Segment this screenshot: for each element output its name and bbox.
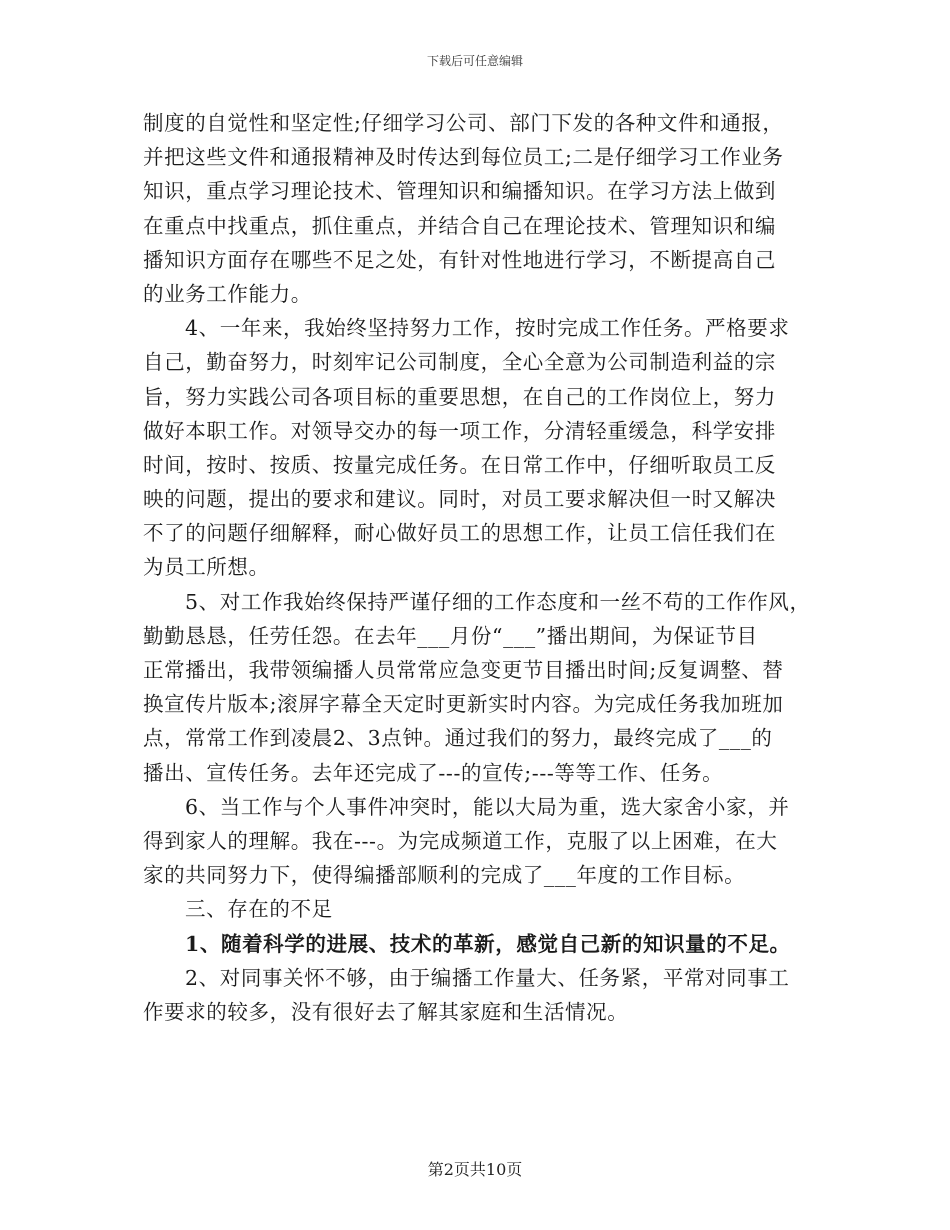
body-line: 6、当工作与个人事件冲突时，能以大局为重，选大家舍小家，并 (185, 794, 790, 819)
body-line: 在重点中找重点，抓住重点，并结合自己在理论技术、管理知识和编 (143, 213, 776, 238)
body-line: 映的问题，提出的要求和建议。同时，对员工要求解决但一时又解决 (143, 487, 776, 512)
body-line: 正常播出，我带领编播人员常常应急变更节目播出时间;反复调整、替 (143, 658, 784, 682)
body-line: 换宣传片版本;滚屏字幕全天定时更新实时内容。为完成任务我加班加 (143, 692, 784, 717)
body-line: 2、对同事关怀不够，由于编播工作量大、任务紧，平常对同事工 (185, 965, 790, 990)
body-line: 制度的自觉性和坚定性;仔细学习公司、部门下发的各种文件和通报， (143, 111, 784, 135)
body-line: 自己，勤奋努力，时刻牢记公司制度，全心全意为公司制造利益的宗 (143, 350, 776, 375)
body-line: 的业务工作能力。 (143, 281, 312, 306)
body-line: 4、一年来，我始终坚持努力工作，按时完成工作任务。严格要求 (185, 316, 790, 341)
body-line: 不了的问题仔细解释，耐心做好员工的思想工作，让员工信任我们在 (143, 521, 776, 546)
body-line: 为员工所想。 (143, 555, 270, 580)
body-line: 并把这些文件和通报精神及时传达到每位员工;二是仔细学习工作业务 (143, 145, 784, 170)
body-line: 勤勤恳恳，任劳任怨。在去年___月份“___”播出期间，为保证节目 (143, 623, 758, 648)
body-line: 作要求的较多，没有很好去了解其家庭和生活情况。 (143, 999, 629, 1024)
page-footer-number: 第2页共10页 (427, 1160, 523, 1179)
body-line: 做好本职工作。对领导交办的每一项工作，分清轻重缓急，科学安排 (143, 418, 776, 443)
body-line: 得到家人的理解。我在---。为完成频道工作，克服了以上困难，在大 (143, 828, 778, 853)
body-line: 旨，努力实践公司各项目标的重要思想，在自己的工作岗位上，努力 (143, 384, 776, 409)
body-line: 播出、宣传任务。去年还完成了---的宣传;---等等工作、任务。 (143, 760, 724, 785)
body-line: 1、随着科学的进展、技术的革新，感觉自己新的知识量的不足。 (185, 931, 791, 956)
body-line: 点，常常工作到凌晨2、3点钟。通过我们的努力，最终完成了___的 (143, 726, 773, 751)
body-line: 家的共同努力下，使得编播部顺利的完成了___年度的工作目标。 (143, 863, 746, 888)
body-line: 播知识方面存在哪些不足之处，有针对性地进行学习，不断提高自己 (143, 247, 776, 272)
page-header-note: 下载后可任意编辑 (426, 54, 523, 68)
body-line: 时间，按时、按质、按量完成任务。在日常工作中，仔细听取员工反 (143, 452, 776, 477)
body-line: 5、对工作我始终保持严谨仔细的工作态度和一丝不苟的工作作风， (185, 589, 811, 614)
document-body (143, 106, 813, 1029)
body-line: 三、存在的不足 (185, 897, 333, 922)
body-line: 知识，重点学习理论技术、管理知识和编播知识。在学习方法上做到 (143, 179, 776, 204)
